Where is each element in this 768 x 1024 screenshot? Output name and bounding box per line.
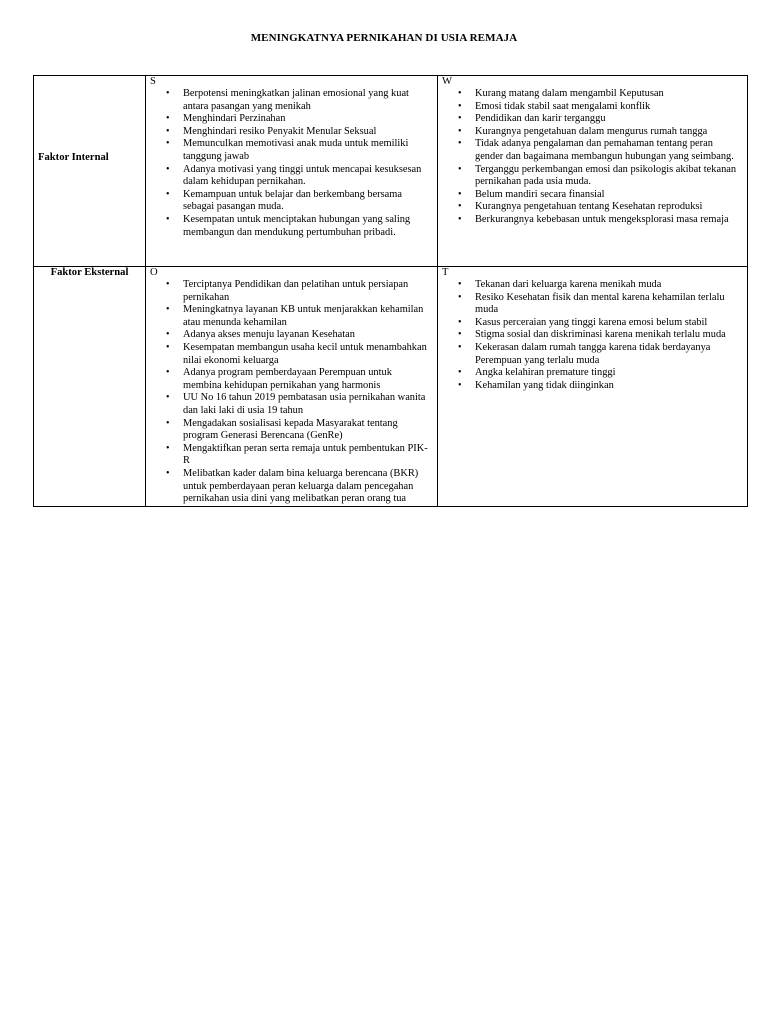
list-item: • Emosi tidak stabil saat mengalami konflik — [438, 101, 747, 114]
table-row-external — [34, 267, 748, 507]
list-item: • Menghindari resiko Penyakit Menular Seksual — [146, 126, 437, 139]
list-item: • Kurangnya pengetahuan dalam mengurus rumah tangga — [438, 126, 747, 139]
swot-table — [33, 75, 748, 507]
list-item: • Kurangnya pengetahuan tentang Kesehatan reproduksi — [438, 201, 747, 214]
quadrant-strengths — [146, 76, 438, 267]
quadrant-weaknesses — [438, 76, 748, 267]
list-item: • Angka kelahiran premature tinggi — [438, 367, 747, 380]
strengths-list — [146, 88, 437, 239]
list-item: • Pendidikan dan karir terganggu — [438, 113, 747, 126]
list-item: • Kehamilan yang tidak diinginkan — [438, 380, 747, 393]
list-item: • Adanya motivasi yang tinggi untuk mencapai kesuksesan dalam kehidupan pernikahan. — [146, 164, 437, 189]
list-item: • Kesempatan membangun usaha kecil untuk menambahkan nilai ekonomi keluarga — [146, 342, 437, 367]
quadrant-letter-weaknesses: W — [442, 76, 452, 87]
list-item: • Kurang matang dalam mengambil Keputusan — [438, 88, 747, 101]
quadrant-letter-threats: T — [442, 267, 449, 278]
weaknesses-list — [438, 88, 747, 227]
factor-label-external: Faktor Eksternal — [50, 267, 129, 278]
threats-list — [438, 279, 747, 392]
list-item: • Stigma sosial dan diskriminasi karena menikah terlalu muda — [438, 329, 747, 342]
list-item: • UU No 16 tahun 2019 pembatasan usia pernikahan wanita dan laki laki di usia 19 tahun — [146, 392, 437, 417]
list-item: • Tidak adanya pengalaman dan pemahaman tentang peran gender dan bagaimana membangun hubungan yang seimbang. — [438, 138, 747, 163]
quadrant-letter-strengths: S — [150, 76, 156, 87]
list-item: • Meningkatnya layanan KB untuk menjarakkan kehamilan atau menunda kehamilan — [146, 304, 437, 329]
list-item: • Menghindari Perzinahan — [146, 113, 437, 126]
list-item: • Terciptanya Pendidikan dan pelatihan untuk persiapan pernikahan — [146, 279, 437, 304]
list-item: • Kekerasan dalam rumah tangga karena tidak berdayanya Perempuan yang terlalu muda — [438, 342, 747, 367]
factor-cell-internal — [34, 76, 146, 267]
list-item: • Mengadakan sosialisasi kepada Masyarakat tentang program Generasi Berencana (GenRe) — [146, 418, 437, 443]
opportunities-list — [146, 279, 437, 506]
list-item: • Kemampuan untuk belajar dan berkembang bersama sebagai pasangan muda. — [146, 189, 437, 214]
factor-cell-external — [34, 267, 146, 507]
list-item: • Mengaktifkan peran serta remaja untuk pembentukan PIK-R — [146, 443, 437, 468]
list-item: • Tekanan dari keluarga karena menikah muda — [438, 279, 747, 292]
list-item: • Melibatkan kader dalam bina keluarga berencana (BKR) untuk pemberdayaan peran keluarga dalam pencegahan pernikahan usia dini yang melibatkan peran orang tua — [146, 468, 437, 506]
list-item: • Terganggu perkembangan emosi dan psikologis akibat tekanan pernikahan pada usia muda. — [438, 164, 747, 189]
list-item: • Kesempatan untuk menciptakan hubungan yang saling membangun dan mendukung pertumbuhan pribadi. — [146, 214, 437, 239]
list-item: • Berkurangnya kebebasan untuk mengeksplorasi masa remaja — [438, 214, 747, 227]
list-item: • Belum mandiri secara finansial — [438, 189, 747, 202]
list-item: • Memunculkan memotivasi anak muda untuk memiliki tanggung jawab — [146, 138, 437, 163]
list-item: • Kasus perceraian yang tinggi karena emosi belum stabil — [438, 317, 747, 330]
quadrant-letter-opportunities: O — [150, 267, 158, 278]
list-item: • Berpotensi meningkatkan jalinan emosional yang kuat antara pasangan yang menikah — [146, 88, 437, 113]
list-item: • Adanya akses menuju layanan Kesehatan — [146, 329, 437, 342]
quadrant-threats — [438, 267, 748, 507]
list-item: • Adanya program pemberdayaan Perempuan untuk membina kehidupan pernikahan yang harmonis — [146, 367, 437, 392]
page-title: MENINGKATNYA PERNIKAHAN DI USIA REMAJA — [250, 32, 518, 44]
list-item: • Resiko Kesehatan fisik dan mental karena kehamilan terlalu muda — [438, 292, 747, 317]
table-row-internal — [34, 76, 748, 267]
quadrant-opportunities — [146, 267, 438, 507]
factor-label-internal: Faktor Internal — [38, 152, 109, 163]
